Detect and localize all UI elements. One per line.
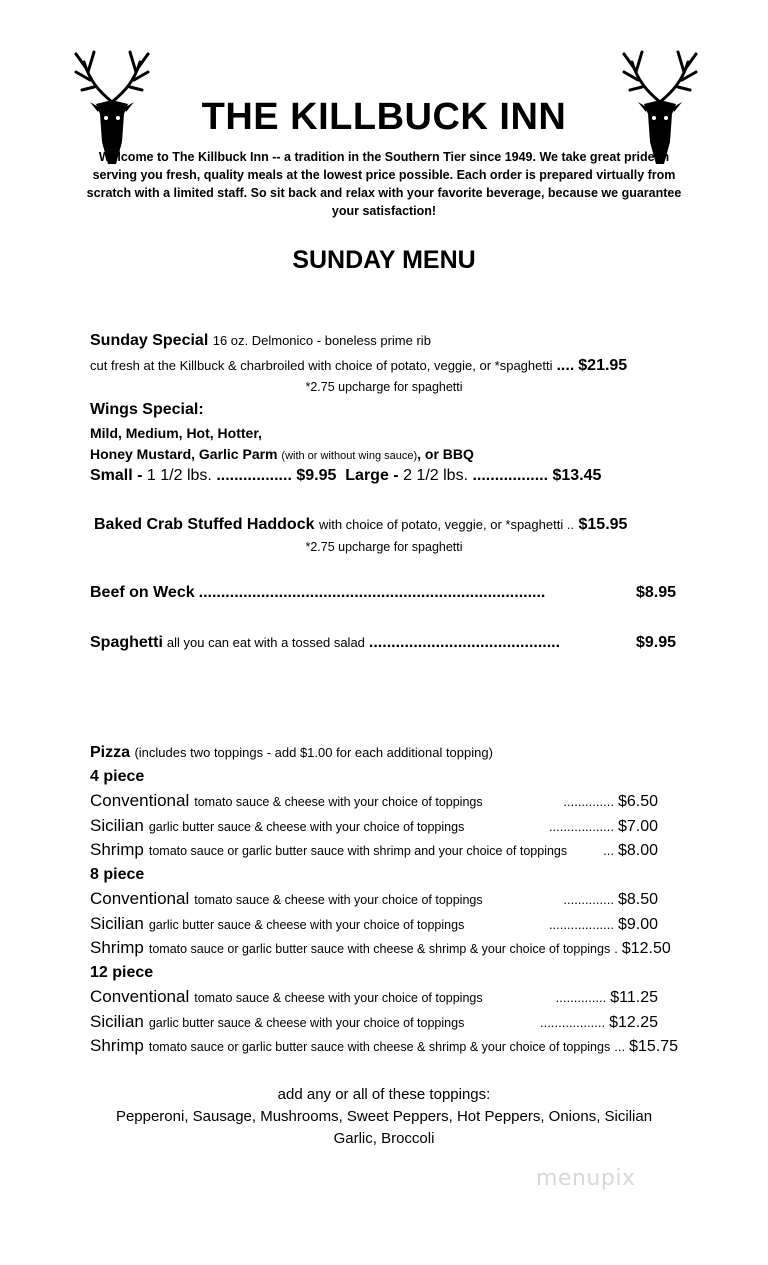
wings-flavors-2a: Honey Mustard, Garlic Parm (90, 446, 278, 462)
wings-small-label: Small - (90, 467, 143, 484)
pizza-item-name: Conventional (90, 987, 190, 1006)
beef-on-weck-item (90, 584, 676, 602)
pizza-item-price: $8.00 (617, 842, 658, 859)
leader-dots: ................. (216, 467, 292, 484)
leader-dots: .............................................................................. (198, 584, 546, 601)
pizza-item-price: $7.00 (617, 817, 658, 835)
pizza-item (90, 791, 658, 811)
wings-small-price: $9.95 (296, 467, 337, 484)
spaghetti-name: Spaghetti (90, 634, 163, 651)
pizza-item (90, 1012, 658, 1032)
leader-dots: .... (556, 357, 575, 374)
toppings-intro: add any or all of these toppings: (277, 1086, 491, 1103)
pizza-item-price: $11.25 (610, 989, 658, 1006)
pizza-heading: Pizza (90, 744, 131, 761)
wings-flavors-2 (90, 446, 474, 462)
sunday-special-price: $21.95 (578, 357, 628, 374)
pizza-item-desc: garlic butter sauce & cheese with your choice of toppings (148, 1015, 465, 1030)
pizza-item-price: $6.50 (617, 793, 658, 810)
pizza-item-name: Sicilian (90, 815, 144, 835)
pizza-item-desc: garlic butter sauce & cheese with your choice of toppings (148, 917, 465, 932)
pizza-item-desc: tomato sauce & cheese with your choice of toppings (194, 795, 483, 809)
leader-dots: .................. (540, 1014, 606, 1030)
menu-title: SUNDAY MENU (292, 246, 476, 274)
spaghetti-price: $9.95 (635, 634, 676, 651)
haddock-price: $15.95 (578, 516, 628, 533)
wings-sauce-note: (with or without wing sauce) (281, 450, 418, 462)
pizza-item-name: Shrimp (90, 1036, 144, 1055)
pizza-item-name: Shrimp (90, 840, 144, 859)
pizza-item-price: $9.00 (617, 915, 658, 933)
wings-heading: Wings Special: (90, 401, 204, 418)
wings-sizes (90, 467, 601, 485)
wings-large-price: $13.45 (552, 467, 602, 484)
pizza-item-name: Shrimp (90, 938, 144, 957)
sunday-special-name: Sunday Special (90, 332, 209, 349)
wings-flavors-2b: , or BBQ (417, 446, 474, 462)
pizza-item-desc: tomato sauce & cheese with your choice of toppings (194, 893, 483, 907)
pizza-item-name: Sicilian (90, 913, 144, 933)
pizza-size-heading: 8 piece (90, 866, 145, 883)
leader-dots: ................. (472, 467, 549, 484)
pizza-item (90, 987, 658, 1007)
leader-dots: .............. (555, 990, 607, 1005)
pizza-item-name: Conventional (90, 791, 190, 810)
watermark: menupix (536, 1166, 636, 1191)
spaghetti-upcharge-note: *2.75 upcharge for spaghetti (305, 540, 463, 554)
wings-large-label: Large - (345, 467, 399, 484)
welcome-text: Welcome to The Killbuck Inn -- a tradition in the Southern Tier since 1949. We take great pride in serving you fresh, quality meals at the lowest price possible. Each order is prepared virtually from scratch with a limited staff. So sit back and relax with your favorite beverage, because we guarantee your satisfaction! (86, 150, 682, 218)
pizza-heading-row (90, 744, 493, 762)
pizza-item-price: $8.50 (617, 891, 658, 908)
haddock-desc: with choice of potato, veggie, or *spaghetti .. (318, 517, 575, 532)
pizza-item-price: $12.50 (621, 940, 671, 957)
pizza-note: (includes two toppings - add $1.00 for each additional topping) (134, 745, 493, 760)
wings-flavors-1: Mild, Medium, Hot, Hotter, (90, 425, 262, 441)
pizza-item (90, 914, 658, 934)
sunday-special-desc: 16 oz. Delmonico - boneless prime rib (212, 333, 431, 348)
beef-name: Beef on Weck (90, 584, 195, 601)
pizza-item (90, 840, 658, 860)
restaurant-title: THE KILLBUCK INN (201, 96, 567, 138)
pizza-item-price: $15.75 (629, 1038, 678, 1055)
pizza-item-desc: tomato sauce or garlic butter sauce with shrimp and your choice of toppings (148, 844, 568, 858)
pizza-item-name: Sicilian (90, 1011, 144, 1031)
beef-price: $8.95 (635, 584, 676, 601)
leader-dots: . (614, 941, 618, 956)
leader-dots: .................. (548, 916, 614, 932)
pizza-item (90, 938, 671, 958)
pizza-item-name: Conventional (90, 889, 190, 908)
pizza-size-heading: 4 piece (90, 768, 145, 785)
pizza-item-price: $12.25 (609, 1013, 658, 1031)
leader-dots: .............. (563, 794, 614, 809)
spaghetti-upcharge-note: *2.75 upcharge for spaghetti (305, 380, 463, 394)
spaghetti-desc: all you can eat with a tossed salad (166, 635, 365, 650)
haddock-item (94, 516, 627, 534)
pizza-item-desc: tomato sauce or garlic butter sauce with cheese & shrimp & your choice of toppings (148, 942, 611, 956)
sunday-special (90, 332, 431, 350)
pizza-item-desc: tomato sauce & cheese with your choice of toppings (194, 991, 483, 1005)
pizza-item (90, 889, 658, 909)
wings-large-size: 2 1/2 lbs. (403, 467, 469, 484)
pizza-item (90, 816, 658, 836)
pizza-size-heading: 12 piece (90, 964, 154, 981)
leader-dots: ... (614, 1039, 626, 1054)
pizza-item-desc: garlic butter sauce & cheese with your choice of toppings (148, 819, 465, 834)
pizza-item (90, 1036, 678, 1056)
leader-dots: .................. (548, 818, 614, 834)
haddock-name: Baked Crab Stuffed Haddock (94, 516, 315, 533)
leader-dots: .............. (563, 892, 614, 907)
leader-dots: ... (603, 843, 614, 858)
wings-small-size: 1 1/2 lbs. (146, 467, 212, 484)
pizza-item-desc: tomato sauce or garlic butter sauce with cheese & shrimp & your choice of toppings (148, 1040, 611, 1054)
sunday-special-detail: cut fresh at the Killbuck & charbroiled with choice of potato, veggie, or *spaghetti (90, 358, 553, 373)
sunday-special-line2 (90, 357, 676, 375)
leader-dots: ........................................... (368, 634, 561, 651)
toppings-list: Pepperoni, Sausage, Mushrooms, Sweet Peppers, Hot Peppers, Onions, Sicilian Garlic, Broccoli (115, 1108, 653, 1147)
spaghetti-item (90, 634, 676, 652)
